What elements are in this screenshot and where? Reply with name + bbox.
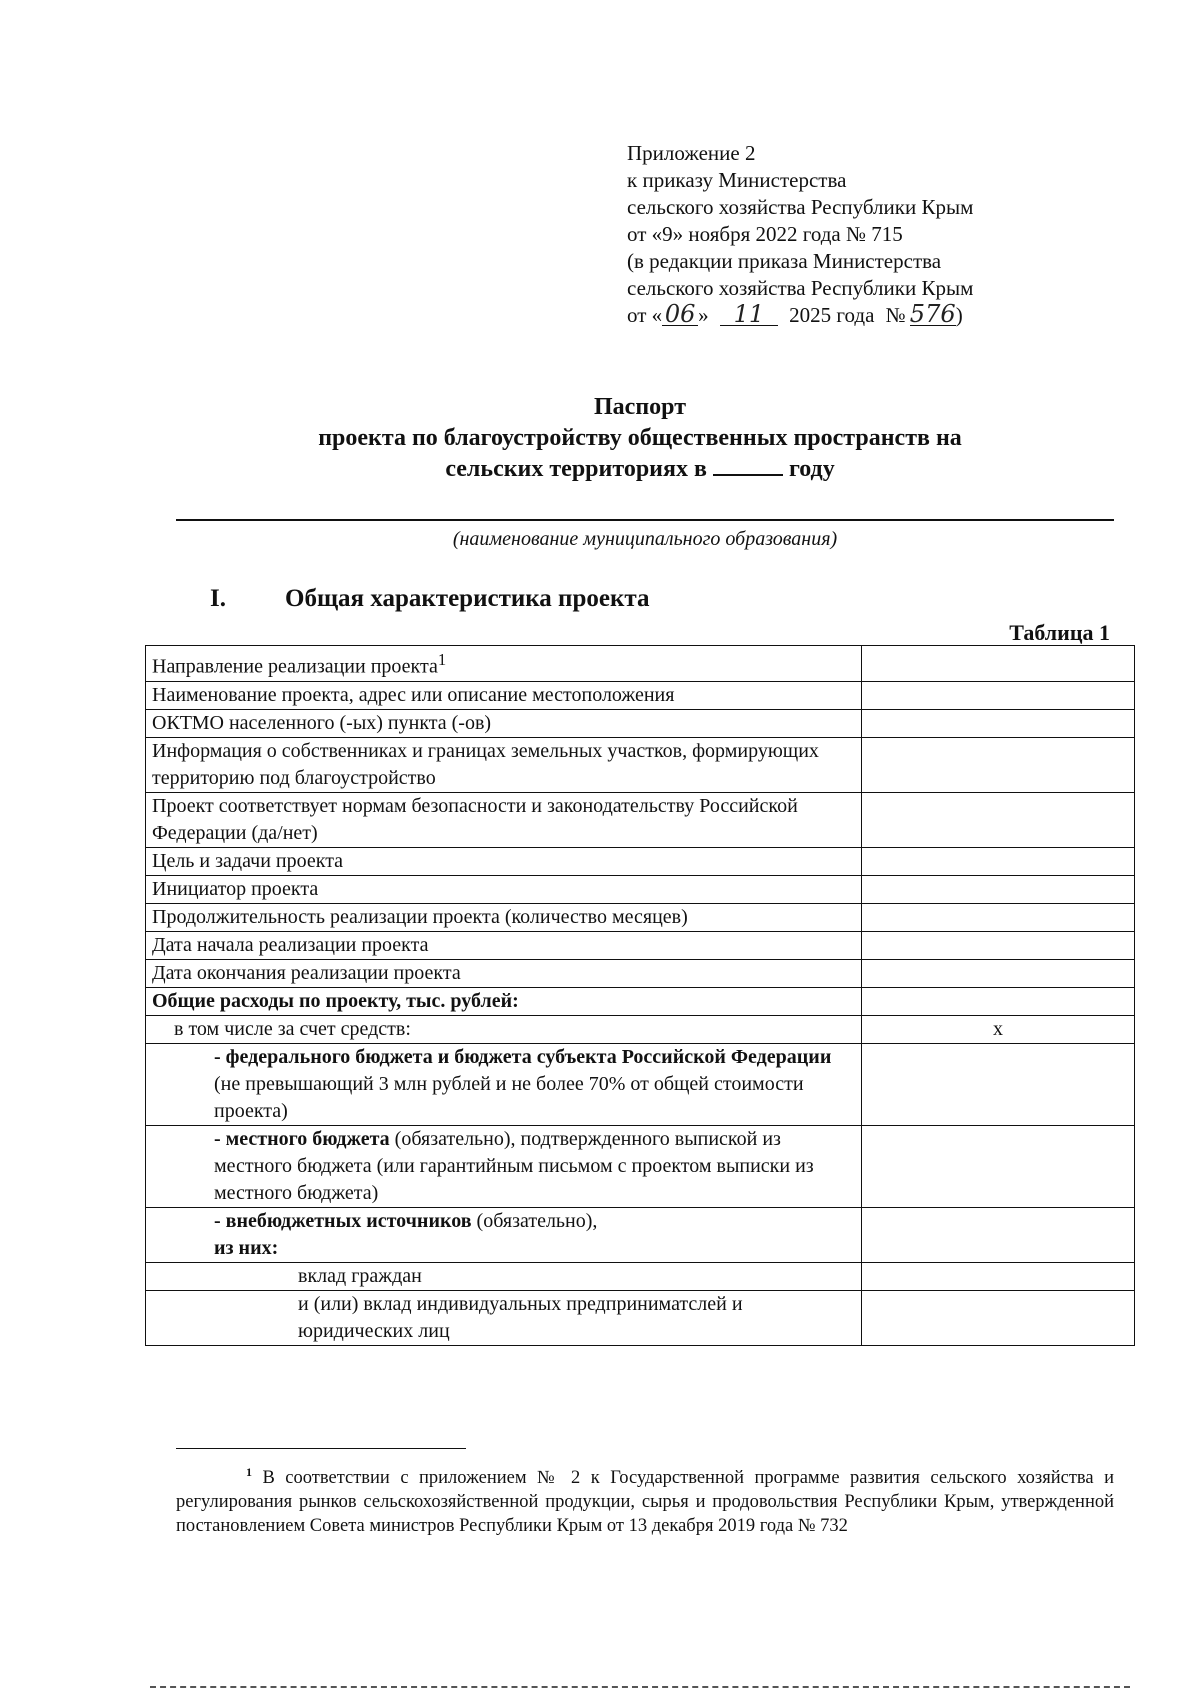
row-label-text: (не превышающий 3 млн рублей и не более 70% от общей стоимости проекта) bbox=[214, 1072, 804, 1122]
row-value bbox=[862, 1207, 1135, 1262]
appendix-header bbox=[627, 140, 1047, 329]
appendix-line: от «9» ноября 2022 года № 715 bbox=[627, 222, 903, 246]
row-value bbox=[862, 709, 1135, 737]
row-label bbox=[146, 1043, 862, 1125]
number-prefix: № bbox=[885, 303, 906, 327]
row-value: x bbox=[862, 1015, 1135, 1043]
footnote-ref: 1 bbox=[437, 650, 447, 669]
row-value bbox=[862, 737, 1135, 792]
appendix-line: к приказу Министерства bbox=[627, 168, 847, 192]
row-value bbox=[862, 1125, 1135, 1207]
row-value bbox=[862, 792, 1135, 847]
table-row bbox=[146, 1043, 1135, 1125]
footnote-separator bbox=[176, 1448, 466, 1449]
table-row bbox=[146, 1015, 1135, 1043]
row-value bbox=[862, 875, 1135, 903]
title-line-3-prefix: сельских территориях в bbox=[445, 456, 707, 482]
table-row bbox=[146, 1125, 1135, 1207]
row-label: Информация о собственниках и границах земельных участков, формирующих территорию под благоустройство bbox=[146, 737, 862, 792]
municipality-blank-line bbox=[176, 519, 1114, 521]
table-row bbox=[146, 646, 1135, 682]
row-label: ОКТМО населенного (-ых) пункта (-ов) bbox=[146, 709, 862, 737]
title-line-3 bbox=[180, 454, 1100, 485]
table-row bbox=[146, 737, 1135, 792]
table-row bbox=[146, 681, 1135, 709]
row-label: Инициатор проекта bbox=[146, 875, 862, 903]
row-label: Дата окончания реализации проекта bbox=[146, 959, 862, 987]
row-label: Продолжительность реализации проекта (количество месяцев) bbox=[146, 903, 862, 931]
row-value bbox=[862, 646, 1135, 682]
appendix-date-line bbox=[627, 302, 1047, 329]
row-label-total: Общие расходы по проекту, тыс. рублей: bbox=[146, 987, 862, 1015]
row-label bbox=[146, 1125, 862, 1207]
table-row bbox=[146, 987, 1135, 1015]
row-value bbox=[862, 1043, 1135, 1125]
row-label-bold: - местного бюджета bbox=[214, 1127, 390, 1150]
closing-paren: ) bbox=[955, 303, 963, 327]
row-value bbox=[862, 1262, 1135, 1290]
row-label-text: (обязательно), подтвержденного выпиской из местного бюджета (или гарантийным письмом с проектом выписки из местного бюджета) bbox=[214, 1127, 814, 1204]
appendix-line: сельского хозяйства Республики Крым bbox=[627, 195, 974, 219]
document-title bbox=[180, 392, 1100, 485]
date-year: 2025 года bbox=[789, 303, 875, 327]
row-label-bold: - внебюджетных источников bbox=[214, 1209, 472, 1232]
row-label: Дата начала реализации проекта bbox=[146, 931, 862, 959]
table-row bbox=[146, 847, 1135, 875]
row-label-bold: - федерального бюджета и бюджета субъекта Российской Федерации bbox=[214, 1045, 832, 1068]
table-row bbox=[146, 903, 1135, 931]
section-title: Общая характеристика проекта bbox=[285, 585, 650, 612]
row-label-text: Направление реализации проекта bbox=[152, 655, 438, 678]
footnote bbox=[176, 1460, 1114, 1538]
row-label: в том числе за счет средств: bbox=[146, 1015, 862, 1043]
date-quote: » bbox=[698, 303, 709, 327]
row-label: Цель и задачи проекта bbox=[146, 847, 862, 875]
row-value bbox=[862, 959, 1135, 987]
handwritten-day: 06 bbox=[662, 303, 698, 326]
table-row bbox=[146, 931, 1135, 959]
table-row bbox=[146, 1262, 1135, 1290]
handwritten-month: 11 bbox=[720, 303, 778, 326]
title-line-1: Паспорт bbox=[594, 394, 686, 420]
table-row bbox=[146, 959, 1135, 987]
year-blank bbox=[713, 454, 783, 476]
handwritten-number: 576 bbox=[909, 300, 956, 328]
appendix-line: сельского хозяйства Республики Крым bbox=[627, 276, 974, 300]
project-table bbox=[145, 645, 1135, 1346]
table-row bbox=[146, 709, 1135, 737]
title-line-2: проекта по благоустройству общественных пространств на bbox=[318, 425, 962, 451]
row-label: Проект соответствует нормам безопасности и законодательству Российской Федерации (да/нет) bbox=[146, 792, 862, 847]
date-prefix: от « bbox=[627, 303, 663, 327]
row-value bbox=[862, 903, 1135, 931]
row-label: вклад граждан bbox=[146, 1262, 862, 1290]
section-heading bbox=[210, 585, 649, 613]
title-line-3-suffix: году bbox=[788, 456, 835, 482]
table-label: Таблица 1 bbox=[1009, 620, 1110, 645]
footnote-text: В соответствии с приложением № 2 к Государственной программе развития сельского хозяйства и регулирования рынков сельскохозяйственной продукции, сырья и продовольствия Республики Крым, утвержденной постановлением Совета министров Республики Крым от 13 декабря 2019 года № 732 bbox=[176, 1468, 1114, 1537]
row-label: Наименование проекта, адрес или описание местоположения bbox=[146, 681, 862, 709]
table-row bbox=[146, 1207, 1135, 1262]
row-label: и (или) вклад индивидуальных предприниматслей и юридических лиц bbox=[146, 1290, 862, 1345]
row-value bbox=[862, 931, 1135, 959]
section-number: I. bbox=[210, 585, 226, 612]
appendix-line: Приложение 2 bbox=[627, 141, 756, 165]
table-row bbox=[146, 875, 1135, 903]
appendix-line: (в редакции приказа Министерства bbox=[627, 249, 942, 273]
footnote-marker: 1 bbox=[246, 1465, 252, 1479]
table-row bbox=[146, 792, 1135, 847]
row-label bbox=[146, 646, 862, 682]
row-label-sub: из них: bbox=[214, 1236, 279, 1259]
scan-bottom-edge bbox=[150, 1686, 1130, 1688]
row-label bbox=[146, 1207, 862, 1262]
row-value bbox=[862, 681, 1135, 709]
table-row bbox=[146, 1290, 1135, 1345]
row-label-text: (обязательно), bbox=[471, 1209, 598, 1232]
row-value bbox=[862, 1290, 1135, 1345]
row-value bbox=[862, 847, 1135, 875]
municipality-caption: (наименование муниципального образования) bbox=[452, 528, 838, 550]
row-value bbox=[862, 987, 1135, 1015]
